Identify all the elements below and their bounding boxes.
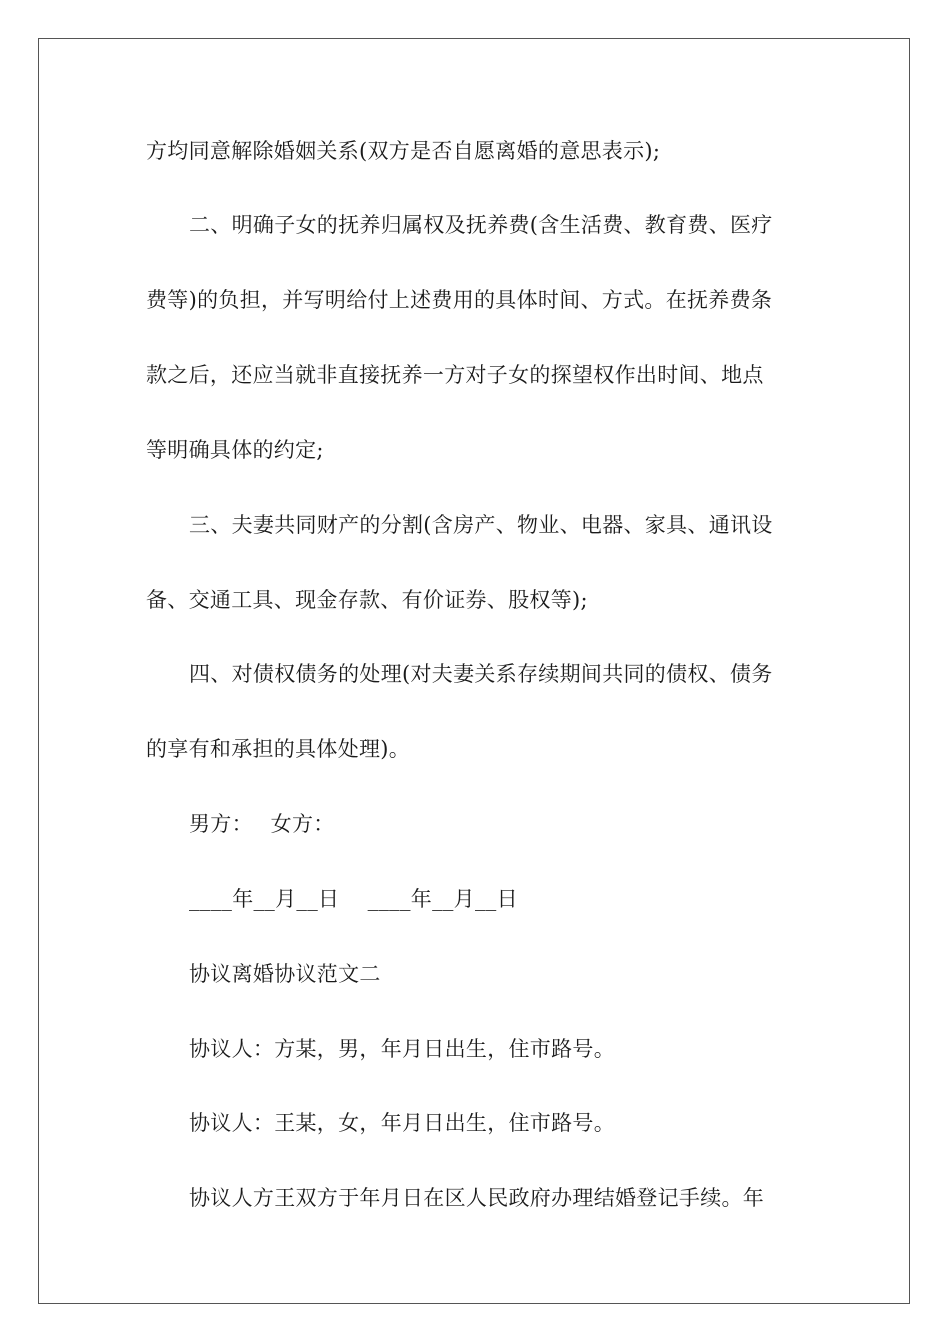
text-line-8: 四、对债权债务的处理(对夫妻关系存续期间共同的债权、债务 [189,662,773,686]
signature-dates: ____年__月__日 ____年__月__日 [189,887,518,911]
text-line-1: 方均同意解除婚姻关系(双方是否自愿离婚的意思表示); [146,139,661,163]
text-line-2: 二、明确子女的抚养归属权及抚养费(含生活费、教育费、医疗 [189,213,773,237]
signature-labels: 男方： 女方： [189,812,335,836]
text-line-7: 备、交通工具、现金存款、有价证券、股权等); [146,588,588,612]
text-line-9: 的享有和承担的具体处理)。 [146,737,411,761]
party-2-line: 协议人：王某，女，年月日出生，住市路号。 [189,1111,615,1135]
text-line-6: 三、夫妻共同财产的分割(含房产、物业、电器、家具、通讯设 [189,513,773,537]
section-title: 协议离婚协议范文二 [189,962,381,986]
text-line-15: 协议人方王双方于年月日在区人民政府办理结婚登记手续。年 [189,1186,765,1210]
text-line-3: 费等)的负担，并写明给付上述费用的具体时间、方式。在抚养费条 [146,288,773,312]
party-1-line: 协议人：方某，男，年月日出生，住市路号。 [189,1037,615,1061]
text-line-4: 款之后，还应当就非直接抚养一方对子女的探望权作出时间、地点 [146,363,764,387]
text-line-5: 等明确具体的约定; [146,438,324,462]
